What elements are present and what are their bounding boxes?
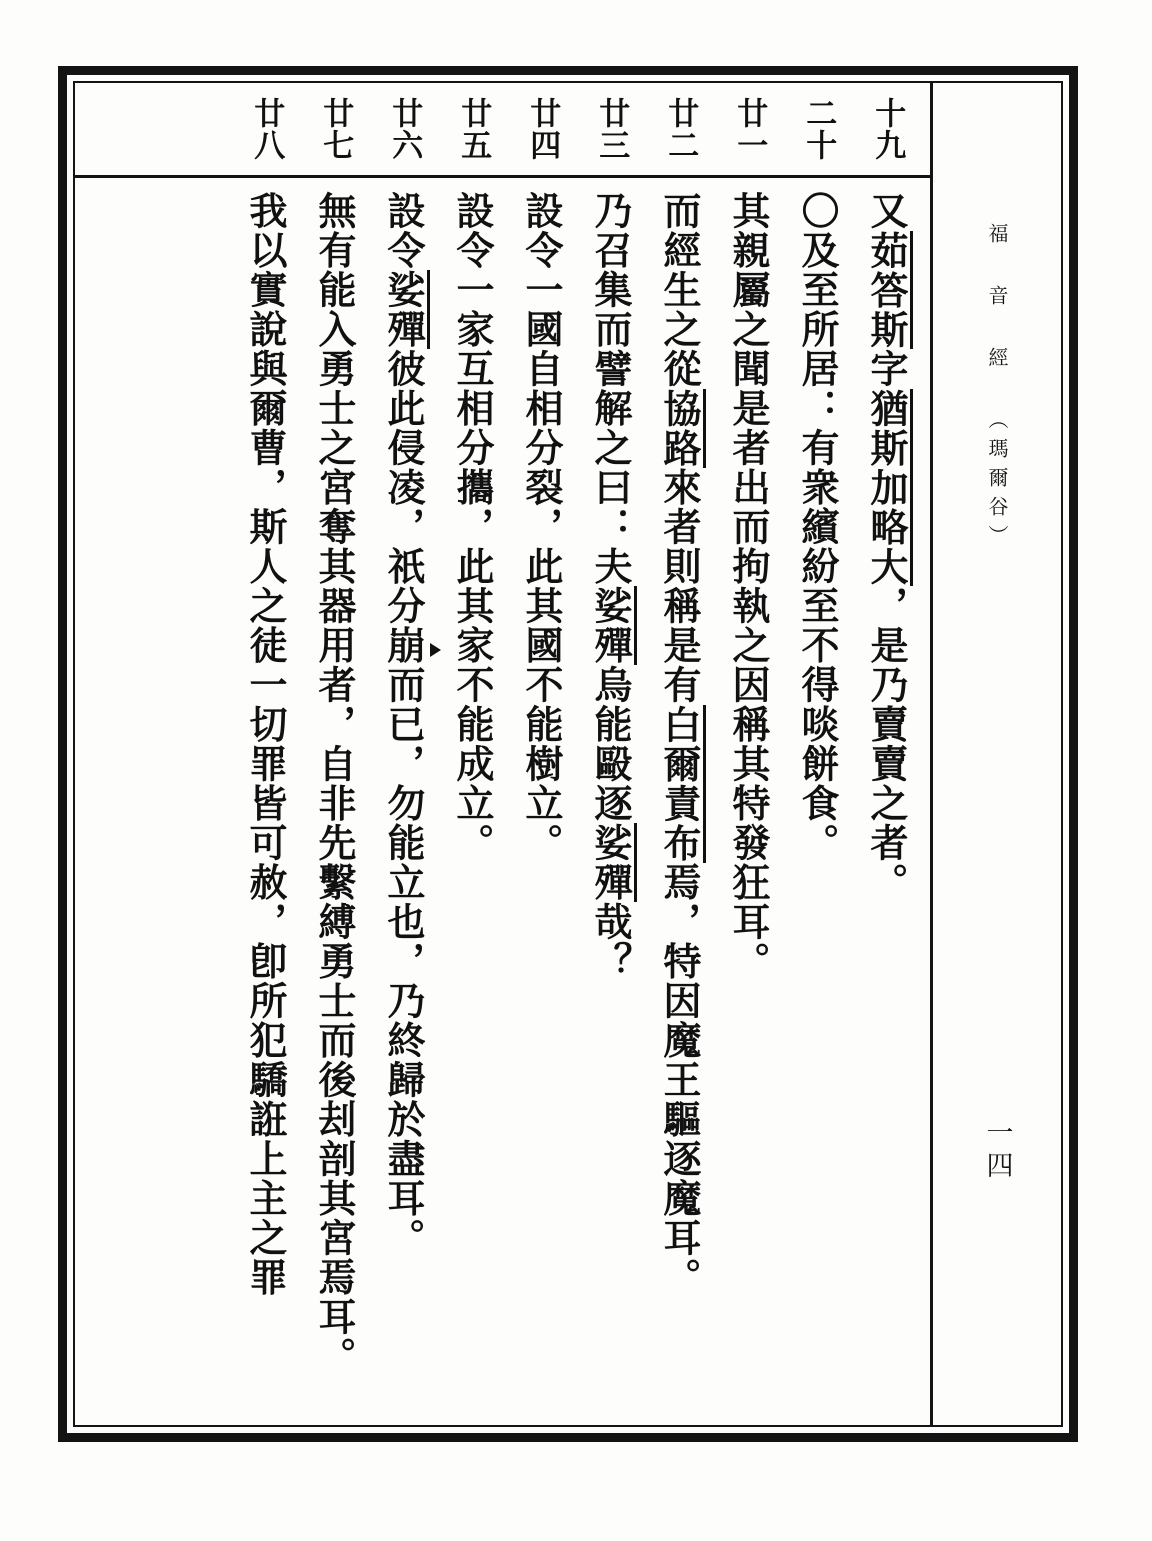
verse-block bbox=[852, 93, 921, 1413]
verse-text: 其親屬之聞是者出而拘執之因稱其特發狂耳。 bbox=[726, 191, 772, 981]
page-border-inner bbox=[73, 81, 1063, 1427]
verse-number: 廿四 bbox=[524, 97, 561, 161]
verse-text-wrap bbox=[852, 191, 921, 1413]
proper-name-mark: 娑殫 bbox=[588, 823, 637, 902]
proper-name-mark: 娑殫 bbox=[381, 270, 430, 349]
verse-text: 設令一家互相分攜，此其家不能成立。 bbox=[450, 191, 496, 863]
verse-text: 乃召集而譬解之曰：夫娑殫烏能毆逐娑殫哉？ bbox=[590, 191, 631, 1413]
margin-column bbox=[933, 83, 1061, 1425]
proper-name-mark: 白爾責布 bbox=[657, 705, 706, 863]
verse-text-wrap bbox=[438, 191, 507, 1413]
running-head-text: 福 音 經 （瑪爾谷） bbox=[985, 223, 1009, 554]
verse-block bbox=[645, 93, 714, 1413]
verse-block bbox=[438, 93, 507, 1413]
verse-text: 我以實說與爾曹，斯人之徒一切罪皆可赦，卽所犯驕誑上主之罪 bbox=[243, 191, 289, 1297]
verse-number: 廿五 bbox=[455, 97, 492, 161]
triangle-marker-icon bbox=[430, 643, 441, 657]
verse-text: 設令一國自相分裂，此其國不能樹立。 bbox=[519, 191, 565, 863]
verse-text: 而經生之從協路來者則稱是有白爾責布焉，特因魔王驅逐魔耳。 bbox=[659, 191, 700, 1413]
verse-text: 設令娑殫彼此侵凌，祇分崩而已，勿能立也，乃終歸於盡耳。 bbox=[383, 191, 424, 1413]
proper-name-mark: 協路 bbox=[657, 389, 706, 468]
verse-block bbox=[576, 93, 645, 1413]
page-number: 一四 bbox=[981, 1118, 1013, 1184]
verse-text-wrap bbox=[300, 191, 369, 1413]
verse-text-wrap bbox=[576, 191, 645, 1413]
page-border-outer bbox=[58, 66, 1078, 1442]
verse-number: 廿一 bbox=[731, 97, 768, 161]
verse-text-wrap bbox=[231, 191, 300, 1413]
verse-block bbox=[300, 93, 369, 1413]
verse-number: 廿二 bbox=[662, 97, 699, 161]
verse-number: 廿七 bbox=[317, 97, 354, 161]
verse-block bbox=[369, 93, 438, 1413]
verse-text: 又茹答斯字猶斯加略大，是乃賣賣之者。 bbox=[866, 191, 907, 1413]
running-head bbox=[987, 223, 1007, 554]
verse-text-wrap bbox=[369, 191, 438, 1413]
proper-name-mark: 茹答斯 bbox=[864, 231, 913, 350]
verse-text: 〇及至所居：有衆繽紛至不得啖餅食。 bbox=[795, 191, 841, 863]
verse-number: 十九 bbox=[869, 97, 906, 161]
verse-text-wrap bbox=[507, 191, 576, 1413]
proper-name-mark: 娑殫 bbox=[588, 586, 637, 665]
verse-block bbox=[231, 93, 300, 1413]
verse-text-wrap bbox=[645, 191, 714, 1413]
verse-number: 廿八 bbox=[248, 97, 285, 161]
verse-block bbox=[714, 93, 783, 1413]
verse-block bbox=[783, 93, 852, 1413]
verse-number: 二十 bbox=[800, 97, 837, 161]
proper-name-mark: 猶斯加略大 bbox=[864, 389, 913, 587]
verse-number: 廿六 bbox=[386, 97, 423, 161]
verse-text-wrap bbox=[783, 191, 852, 1413]
verse-text-wrap bbox=[714, 191, 783, 1413]
verse-text: 無有能入勇士之宮奪其器用者，自非先繫縛勇士而後刦剖其宮焉耳。 bbox=[312, 191, 358, 1376]
verse-columns bbox=[87, 93, 921, 1413]
verse-block bbox=[507, 93, 576, 1413]
verse-number: 廿三 bbox=[593, 97, 630, 161]
